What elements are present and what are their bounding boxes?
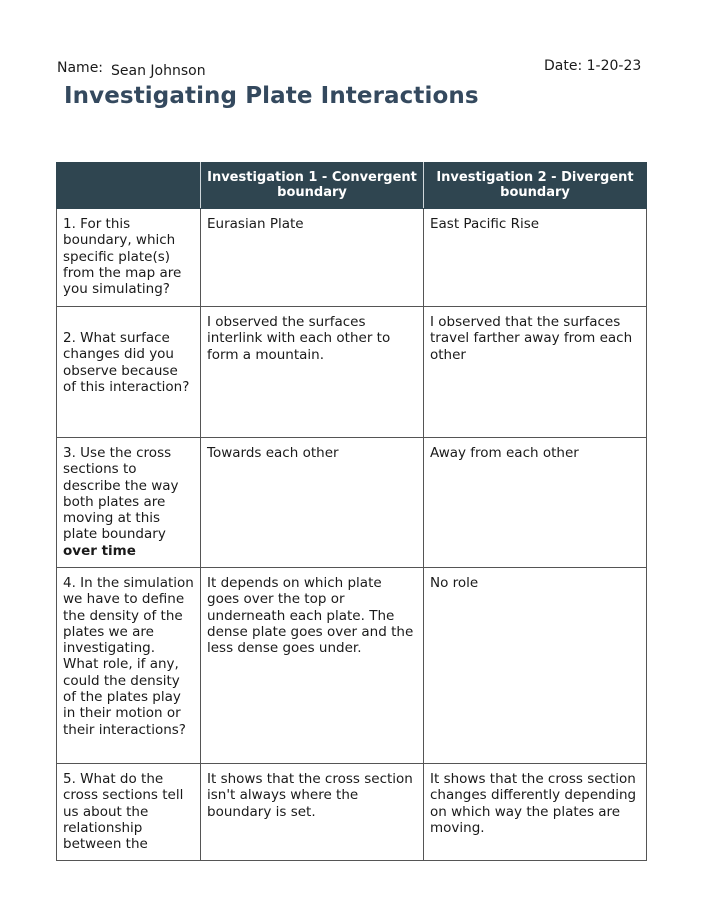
table-row [57, 307, 647, 438]
question-text: 1. For this boundary, which specific plate(s) from the map are you simulating? [63, 216, 182, 298]
answer-cell-investigation-2[interactable]: Away from each other [424, 438, 647, 568]
question-cell [57, 307, 201, 438]
question-text: 3. Use the cross sections to describe the way both plates are moving at this plate boundary [63, 445, 179, 543]
column-header-investigation-2: Investigation 2 - Divergent boundary [424, 163, 647, 209]
question-text: 5. What do the cross sections tell us about the relationship between the [63, 771, 184, 853]
answer-cell-investigation-1[interactable]: It shows that the cross section isn't always where the boundary is set. [201, 764, 424, 861]
answer-cell-investigation-2[interactable]: No role [424, 568, 647, 764]
table-row [57, 438, 647, 568]
answer-cell-investigation-1[interactable]: Towards each other [201, 438, 424, 568]
question-text: 2. What surface changes did you observe because of this interaction? [63, 330, 190, 395]
page-title: Investigating Plate Interactions [64, 83, 479, 109]
question-cell [57, 438, 201, 568]
column-header-investigation-1: Investigation 1 - Convergent boundary [201, 163, 424, 209]
date-text: Date: 1-20-23 [544, 58, 642, 74]
column-header-blank [57, 163, 201, 209]
answer-cell-investigation-2[interactable]: I observed that the surfaces travel farther away from each other [424, 307, 647, 438]
answer-cell-investigation-2[interactable]: East Pacific Rise [424, 209, 647, 307]
table-header-row [57, 163, 647, 209]
answer-cell-investigation-2[interactable]: It shows that the cross section changes differently depending on which way the plates are moving. [424, 764, 647, 861]
name-label: Name: [57, 60, 104, 76]
worksheet-table [56, 162, 647, 861]
question-cell [57, 764, 201, 861]
question-bold-text: over time [63, 542, 136, 559]
answer-cell-investigation-1[interactable]: It depends on which plate goes over the top or underneath each plate. The dense plate goes over and the less dense goes under. [201, 568, 424, 764]
name-value[interactable]: Sean Johnson [111, 63, 206, 79]
question-cell [57, 568, 201, 764]
table-row [57, 764, 647, 861]
question-cell [57, 209, 201, 307]
table-row [57, 568, 647, 764]
answer-cell-investigation-1[interactable]: Eurasian Plate [201, 209, 424, 307]
table-row [57, 209, 647, 307]
answer-cell-investigation-1[interactable]: I observed the surfaces interlink with each other to form a mountain. [201, 307, 424, 438]
question-text: 4. In the simulation we have to define the density of the plates we are investigating. What role, if any, could the density of the plates play in their motion or their interactions? [63, 575, 194, 738]
